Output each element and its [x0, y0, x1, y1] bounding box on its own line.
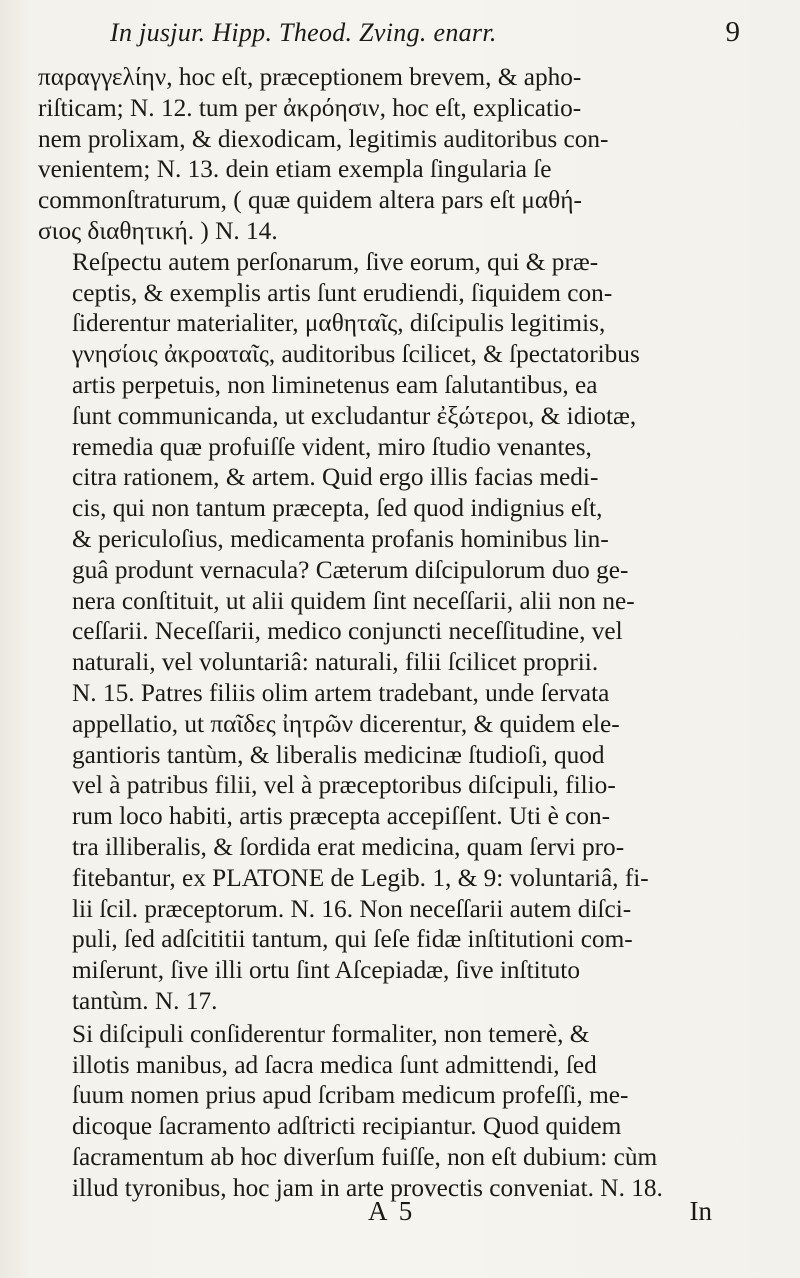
text-line: nem prolixam, & diexodicam, legitimis auditoribus con- — [38, 124, 609, 153]
text-line: illud tyronibus, hoc jam in arte provectis conveniat. N. 18. — [72, 1173, 663, 1202]
body-text — [38, 62, 710, 1203]
catchword: In — [689, 1196, 712, 1226]
text-line: guâ produnt vernacula? Cæterum diſcipulorum duo ge- — [72, 555, 629, 584]
text-line: N. 15. Patres filiis olim artem tradebant, unde ſervata — [72, 678, 610, 707]
text-line: ſunt communicanda, ut excludantur ἐξώτεροι, & idiotæ, — [72, 401, 637, 430]
text-line: dicoque ſacramento adſtricti recipiantur. Quod quidem — [72, 1112, 622, 1141]
paragraph-1 — [38, 62, 710, 247]
text-line: ceſſarii. Neceſſarii, medico conjuncti neceſſitudine, vel — [72, 617, 623, 646]
text-line: Si diſcipuli conſiderentur formaliter, non temerè, & — [72, 1019, 590, 1048]
running-head: In jusjur. Hipp. Theod. Zving. enarr. — [110, 18, 497, 47]
page-header — [110, 12, 740, 52]
text-line: ſacramentum ab hoc diverſum fuiſſe, non eſt dubium: cùm — [72, 1142, 658, 1171]
text-line: artis perpetuis, non liminetenus eam ſalutantibus, ea — [72, 370, 598, 399]
text-line: nera conſtituit, ut alii quidem ſint neceſſarii, alii non ne- — [72, 586, 635, 615]
paragraph-3 — [38, 1019, 710, 1204]
text-line: ſuum nomen prius apud ſcribam medicum profeſſi, me- — [72, 1081, 629, 1110]
page-footer — [0, 1196, 800, 1236]
text-line: γνησίοις ἀκροαταῖς, auditoribus ſcilicet, & ſpectatoribus — [72, 340, 640, 369]
text-line: ceptis, & exemplis artis ſunt erudiendi, ſiquidem con- — [72, 278, 613, 307]
text-line: naturali, vel voluntariâ: naturali, filii ſcilicet proprii. — [72, 648, 599, 677]
text-line: appellatio, ut παῖδες ἰητρῶν dicerentur, & quidem ele- — [72, 709, 620, 738]
text-line: fitebantur, ex PLATONE de Legib. 1, & 9: voluntariâ, fi- — [72, 863, 649, 892]
text-line: riſticam; N. 12. tum per ἀκρόησιν, hoc eſt, explicatio- — [38, 93, 582, 122]
paragraph-2 — [38, 247, 710, 1017]
text-line: σιος διαθητική. ) N. 14. — [38, 216, 278, 245]
page-number: 9 — [725, 16, 740, 48]
text-line: lii ſcil. præceptorum. N. 16. Non neceſſarii autem diſci- — [72, 894, 632, 923]
text-line: παραγγελίην, hoc eſt, præceptionem brevem, & apho- — [38, 63, 582, 91]
text-line: & periculoſius, medicamenta profanis hominibus lin- — [72, 524, 609, 553]
text-line: tantùm. N. 17. — [72, 986, 218, 1015]
text-line: cis, qui non tantum præcepta, ſed quod indignius eſt, — [72, 494, 603, 523]
text-line: Reſpectu autem perſonarum, ſive eorum, qui & præ- — [72, 247, 599, 276]
text-line: miſerunt, ſive illi ortu ſint Aſcepiadæ, ſive inſtituto — [72, 956, 580, 985]
text-line: remedia quæ profuiſſe vident, miro ſtudio venantes, — [72, 432, 592, 461]
text-line: vel à patribus filii, vel à præceptoribus diſcipuli, filio- — [72, 771, 616, 800]
text-line: rum loco habiti, artis præcepta accepiſſent. Uti è con- — [72, 802, 611, 831]
text-line: illotis manibus, ad ſacra medica ſunt admittendi, ſed — [72, 1050, 597, 1079]
text-line: venientem; N. 13. dein etiam exempla ſingularia ſe — [38, 155, 552, 184]
signature-mark: A 5 — [368, 1196, 416, 1226]
text-line: gantioris tantùm, & liberalis medicinæ ſtudioſi, quod — [72, 740, 605, 769]
text-line: tra illiberalis, & ſordida erat medicina, quam ſervi pro- — [72, 832, 625, 861]
text-line: puli, ſed adſcititii tantum, qui ſeſe fidæ inſtitutioni com- — [72, 925, 633, 954]
text-line: ſiderentur materialiter, μαθηταῖς, diſcipulis legitimis, — [72, 309, 606, 338]
text-line: citra rationem, & artem. Quid ergo illis facias medi- — [72, 463, 599, 492]
text-line: commonſtraturum, ( quæ quidem altera pars eſt μαθή- — [38, 186, 582, 215]
